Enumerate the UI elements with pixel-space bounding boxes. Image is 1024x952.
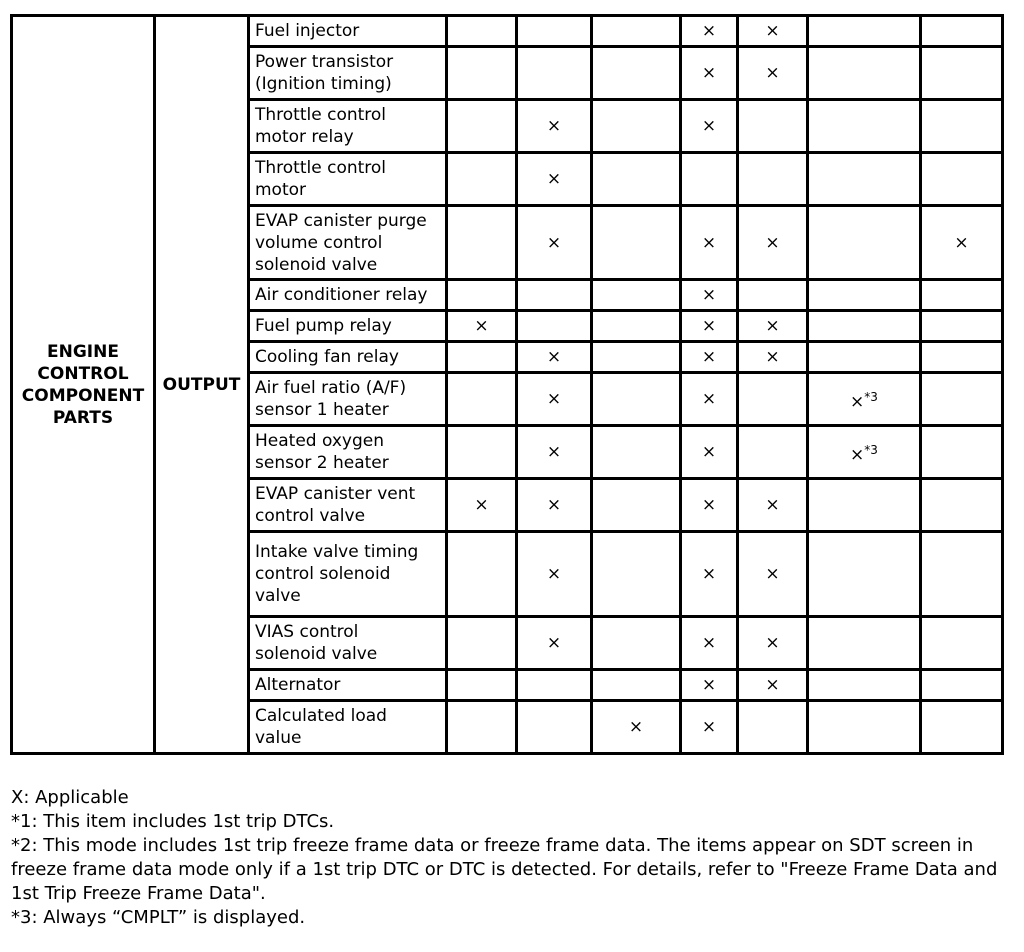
mark-cell xyxy=(808,153,921,206)
subgroup-label: OUTPUT xyxy=(155,16,249,754)
mark-cell: × xyxy=(681,701,738,754)
mark-cell xyxy=(592,342,681,373)
mark-cell: × xyxy=(681,280,738,311)
mark-cell xyxy=(808,479,921,532)
mark-cell: ×$^{*3}$ xyxy=(808,373,921,426)
table-row xyxy=(12,16,1003,47)
mark-cell xyxy=(447,701,517,754)
mark-cell: × xyxy=(592,701,681,754)
mark-cell xyxy=(921,47,1003,100)
mark-cell: × xyxy=(681,100,738,153)
mark-cell xyxy=(592,479,681,532)
note-2: *2: This mode includes 1st trip freeze frame data or freeze frame data. The items appear on SDT screen in freeze frame data mode only if a 1st trip DTC or DTC is detected. For details, refer to "Freeze Frame Data and 1st Trip Freeze Frame Data". xyxy=(11,835,998,904)
mark-cell xyxy=(447,100,517,153)
mark-cell: × xyxy=(681,373,738,426)
mark-cell: × xyxy=(681,311,738,342)
mark-cell xyxy=(738,426,808,479)
mark-cell xyxy=(447,670,517,701)
applicability-table xyxy=(10,14,1004,755)
mark-cell xyxy=(592,100,681,153)
mark-cell xyxy=(447,280,517,311)
mark-cell: × xyxy=(517,617,592,670)
mark-cell: × xyxy=(738,16,808,47)
mark-cell xyxy=(517,47,592,100)
mark-cell: × xyxy=(738,617,808,670)
mark-cell: × xyxy=(738,47,808,100)
item-name: Heated oxygen sensor 2 heater xyxy=(249,426,447,479)
mark-cell: × xyxy=(681,617,738,670)
item-name: Cooling fan relay xyxy=(249,342,447,373)
mark-cell xyxy=(517,670,592,701)
mark-cell: × xyxy=(517,153,592,206)
mark-cell xyxy=(921,280,1003,311)
mark-cell xyxy=(921,532,1003,617)
mark-cell: × xyxy=(738,311,808,342)
mark-cell xyxy=(517,280,592,311)
item-name: Air conditioner relay xyxy=(249,280,447,311)
mark-cell xyxy=(921,426,1003,479)
mark-cell xyxy=(592,617,681,670)
item-name: VIAS control solenoid valve xyxy=(249,617,447,670)
mark-cell xyxy=(808,47,921,100)
mark-cell xyxy=(592,206,681,280)
mark-cell xyxy=(808,16,921,47)
mark-cell xyxy=(921,100,1003,153)
item-name: Power transistor (Ignition timing) xyxy=(249,47,447,100)
mark-cell xyxy=(681,153,738,206)
mark-cell xyxy=(921,479,1003,532)
mark-cell xyxy=(808,342,921,373)
mark-cell xyxy=(738,280,808,311)
mark-cell: × xyxy=(738,532,808,617)
mark-cell: × xyxy=(517,426,592,479)
mark-cell: × xyxy=(447,311,517,342)
mark-cell xyxy=(921,373,1003,426)
mark-cell: × xyxy=(517,479,592,532)
mark-cell: × xyxy=(517,342,592,373)
mark-cell: × xyxy=(681,479,738,532)
mark-cell: × xyxy=(681,670,738,701)
mark-cell xyxy=(592,47,681,100)
mark-cell xyxy=(592,153,681,206)
mark-cell xyxy=(447,16,517,47)
mark-cell xyxy=(447,532,517,617)
mark-cell xyxy=(921,701,1003,754)
mark-cell xyxy=(738,153,808,206)
mark-cell xyxy=(447,206,517,280)
item-name: Fuel injector xyxy=(249,16,447,47)
mark-cell: × xyxy=(921,206,1003,280)
mark-cell xyxy=(808,670,921,701)
mark-cell xyxy=(447,47,517,100)
footnotes xyxy=(11,786,1011,930)
item-name: EVAP canister vent control valve xyxy=(249,479,447,532)
mark-cell: × xyxy=(517,532,592,617)
mark-cell xyxy=(447,373,517,426)
mark-cell xyxy=(808,532,921,617)
item-name: Fuel pump relay xyxy=(249,311,447,342)
mark-cell xyxy=(447,342,517,373)
mark-cell: × xyxy=(681,342,738,373)
mark-cell xyxy=(808,311,921,342)
mark-cell xyxy=(592,373,681,426)
item-name: Intake valve timing control solenoid valve xyxy=(249,532,447,617)
mark-cell xyxy=(447,617,517,670)
mark-cell: × xyxy=(738,479,808,532)
mark-cell xyxy=(592,280,681,311)
mark-cell: × xyxy=(517,373,592,426)
mark-cell: × xyxy=(681,426,738,479)
mark-cell xyxy=(592,311,681,342)
mark-cell xyxy=(921,670,1003,701)
mark-cell xyxy=(592,426,681,479)
item-name: Air fuel ratio (A/F) sensor 1 heater xyxy=(249,373,447,426)
mark-cell xyxy=(921,617,1003,670)
mark-cell xyxy=(921,153,1003,206)
mark-cell xyxy=(447,426,517,479)
note-1: *1: This item includes 1st trip DTCs. xyxy=(11,811,335,832)
mark-cell: × xyxy=(681,16,738,47)
mark-cell: × xyxy=(681,206,738,280)
mark-cell xyxy=(808,100,921,153)
mark-cell xyxy=(517,701,592,754)
mark-cell xyxy=(517,311,592,342)
mark-cell xyxy=(808,206,921,280)
item-name: Calculated load value xyxy=(249,701,447,754)
mark-cell: × xyxy=(738,670,808,701)
mark-cell: × xyxy=(738,206,808,280)
mark-cell: × xyxy=(738,342,808,373)
mark-cell xyxy=(738,701,808,754)
note-3: *3: Always “CMPLT” is displayed. xyxy=(11,907,306,928)
item-name: EVAP canister purge volume control solenoid valve xyxy=(249,206,447,280)
mark-cell xyxy=(592,532,681,617)
mark-cell xyxy=(447,153,517,206)
mark-cell xyxy=(808,701,921,754)
mark-cell xyxy=(921,16,1003,47)
mark-cell: ×$^{*3}$ xyxy=(808,426,921,479)
mark-cell xyxy=(808,617,921,670)
item-name: Throttle control motor xyxy=(249,153,447,206)
item-name: Throttle control motor relay xyxy=(249,100,447,153)
mark-cell: × xyxy=(517,206,592,280)
mark-cell xyxy=(592,16,681,47)
mark-cell: × xyxy=(517,100,592,153)
mark-cell: × xyxy=(447,479,517,532)
group-label: ENGINE CONTROL COMPONENT PARTS xyxy=(12,16,155,754)
mark-cell xyxy=(921,342,1003,373)
mark-cell xyxy=(592,670,681,701)
item-name: Alternator xyxy=(249,670,447,701)
mark-cell xyxy=(808,280,921,311)
mark-cell xyxy=(921,311,1003,342)
mark-cell: × xyxy=(681,47,738,100)
mark-cell xyxy=(738,100,808,153)
mark-cell xyxy=(738,373,808,426)
mark-cell xyxy=(517,16,592,47)
mark-cell: × xyxy=(681,532,738,617)
note-applicable: X: Applicable xyxy=(11,787,129,808)
